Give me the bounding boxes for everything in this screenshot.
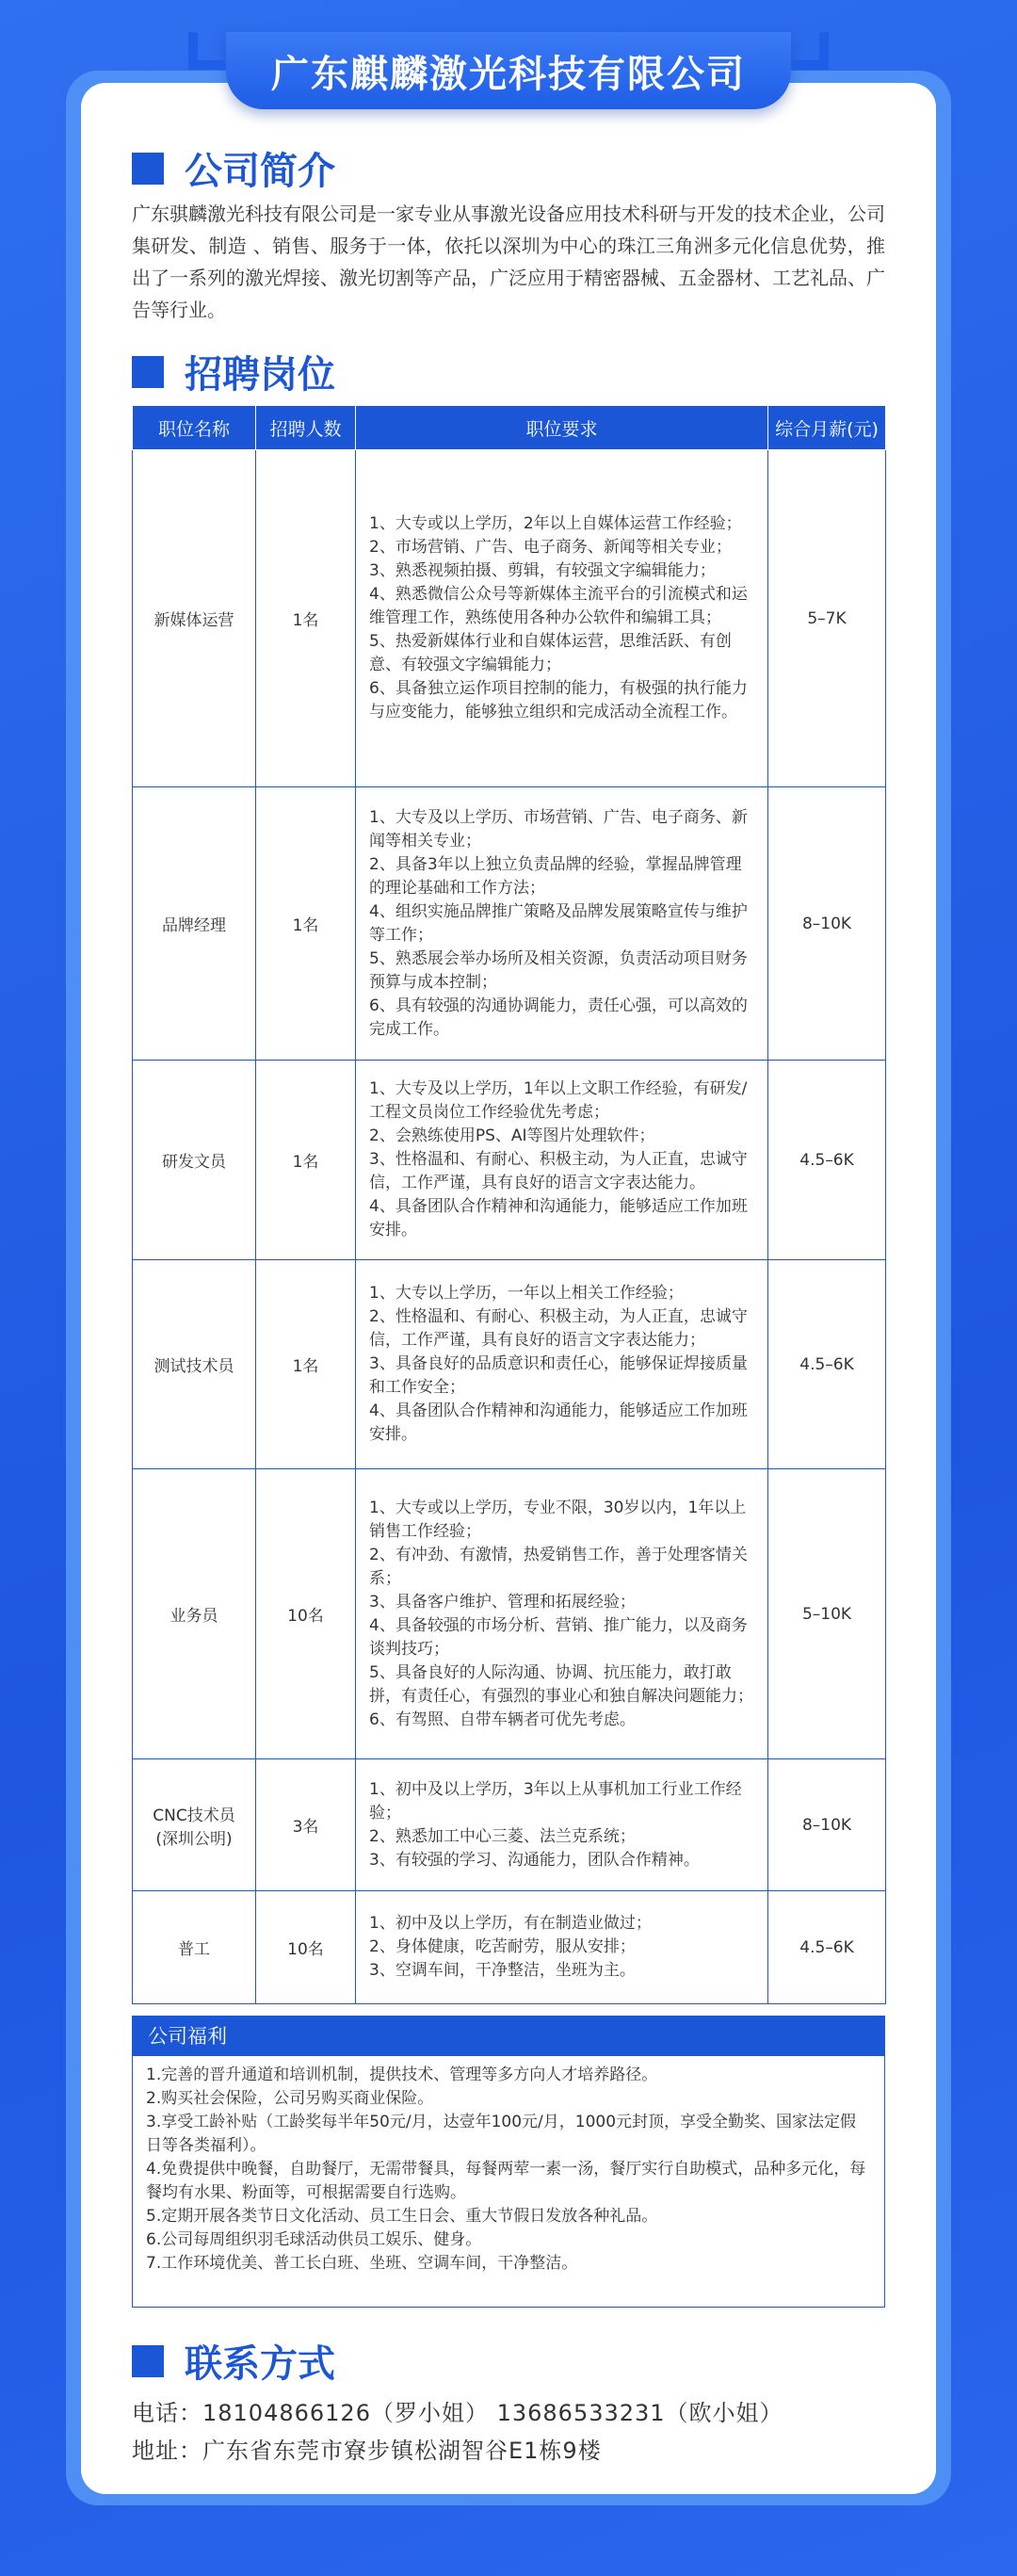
column-header: 招聘人数 (256, 406, 356, 450)
contact-heading (132, 2334, 335, 2388)
requirement-line: 2、有冲劲、有激情，热爱销售工作，善于处理客情关系； (369, 1545, 748, 1588)
job-salary: 5–10K (768, 1469, 886, 1759)
jobs-table-header (133, 406, 886, 450)
job-requirements (356, 1469, 768, 1759)
requirement-line: 1、大专及以上学历、市场营销、广告、电子商务、新闻等相关专业； (369, 807, 748, 851)
job-salary: 4.5–6K (768, 1260, 886, 1469)
jobs-heading-text: 招聘岗位 (185, 353, 335, 397)
contact-address: 地址：广东省东莞市寮步镇松湖智谷E1栋9楼 (132, 2438, 602, 2464)
job-title: 测试技术员 (133, 1260, 256, 1469)
job-requirements (356, 1260, 768, 1469)
requirement-line: 6、有驾照、自带车辆者可优先考虑。 (369, 1709, 636, 1729)
job-requirements (356, 450, 768, 787)
benefits-heading: 公司福利 (133, 2017, 884, 2056)
table-row (133, 1891, 886, 2004)
intro-heading-text: 公司简介 (185, 150, 335, 193)
table-row (133, 1469, 886, 1759)
title-banner (226, 32, 791, 109)
contact-heading-text: 联系方式 (185, 2342, 335, 2386)
requirement-line: 5、热爱新媒体行业和自媒体运营，思维活跃、有创意、有较强文字编辑能力； (369, 632, 732, 674)
requirement-line: 4、具备团队合作精神和沟通能力，能够适应工作加班安排。 (369, 1401, 748, 1444)
requirement-line: 3、熟悉视频拍摄、剪辑，有较强文字编辑能力； (369, 561, 716, 580)
benefit-item: 5.定期开展各类节日文化活动、员工生日会、重大节假日发放各种礼品。 (146, 2207, 658, 2226)
company-title: 广东麒麟激光科技有限公司 (271, 52, 746, 96)
requirement-line: 3、性格温和、有耐心、积极主动，为人正直，忠诚守信，工作严谨，具有良好的语言文字表达能力。 (369, 1150, 748, 1192)
job-count: 10名 (256, 1891, 356, 2004)
requirement-line: 2、性格温和、有耐心、积极主动，为人正直，忠诚守信，工作严谨，具有良好的语言文字表达能力； (369, 1307, 748, 1350)
requirement-line: 1、大专以上学历，一年以上相关工作经验； (369, 1284, 684, 1303)
job-count: 1名 (256, 1061, 356, 1260)
job-requirements (356, 1891, 768, 2004)
job-count: 10名 (256, 1469, 356, 1759)
table-row (133, 1061, 886, 1260)
square-marker-icon (132, 356, 164, 388)
benefit-item: 1.完善的晋升通道和培训机制，提供技术、管理等多方向人才培养路径。 (146, 2066, 658, 2084)
job-salary: 5–7K (768, 450, 886, 787)
requirement-line: 5、熟悉展会举办场所及相关资源，负责活动项目财务预算与成本控制； (369, 948, 748, 992)
job-count: 1名 (256, 1260, 356, 1469)
table-row (133, 787, 886, 1061)
column-header: 职位名称 (133, 406, 256, 450)
job-title: 研发文员 (133, 1061, 256, 1260)
benefit-item: 6.公司每周组织羽毛球活动供员工娱乐、健身。 (146, 2230, 482, 2249)
benefits-list (133, 2056, 884, 2283)
contact-phone: 电话：18104866126（罗小姐） 13686533231（欧小姐） (132, 2400, 783, 2426)
square-marker-icon (132, 2345, 164, 2377)
job-title: CNC技术员 (深圳公明) (133, 1759, 256, 1891)
benefit-item: 7.工作环境优美、普工长白班、坐班、空调车间，干净整洁。 (146, 2254, 578, 2273)
requirement-line: 3、有较强的学习、沟通能力，团队合作精神。 (369, 1850, 700, 1870)
requirement-line: 3、具备良好的品质意识和责任心，能够保证焊接质量和工作安全； (369, 1354, 748, 1397)
requirement-line: 2、身体健康，吃苦耐劳，服从安排； (369, 1937, 636, 1956)
requirement-line: 5、具备良好的人际沟通、协调、抗压能力，敢打敢拼，有责任心，有强烈的事业心和独自解决问题能力； (369, 1662, 753, 1706)
jobs-heading (132, 345, 335, 398)
job-salary: 4.5–6K (768, 1061, 886, 1260)
job-count: 1名 (256, 787, 356, 1061)
job-salary: 4.5–6K (768, 1891, 886, 2004)
column-header: 综合月薪(元) (768, 406, 886, 450)
requirement-line: 2、会熟练使用PS、AI等图片处理软件； (369, 1126, 655, 1145)
jobs-table (132, 405, 886, 2004)
job-count: 3名 (256, 1759, 356, 1891)
requirement-line: 1、初中及以上学历，3年以上从事机加工行业工作经验； (369, 1779, 742, 1823)
job-count: 1名 (256, 450, 356, 787)
requirement-line: 2、熟悉加工中心三菱、法兰克系统； (369, 1826, 636, 1846)
job-requirements (356, 787, 768, 1061)
job-salary: 8–10K (768, 787, 886, 1061)
requirement-line: 6、具备独立运作项目控制的能力，有极强的执行能力与应变能力，能够独立组织和完成活动全流程工作。 (369, 679, 748, 721)
job-salary: 8–10K (768, 1759, 886, 1891)
requirement-line: 6、具有较强的沟通协调能力，责任心强，可以高效的完成工作。 (369, 996, 748, 1039)
table-row (133, 1260, 886, 1469)
job-requirements (356, 1061, 768, 1260)
benefit-item: 4.免费提供中晚餐，自助餐厅，无需带餐具，每餐两荤一素一汤，餐厅实行自助模式，品种多元化，每餐均有水果、粉面等，可根据需要自行选购。 (146, 2160, 866, 2202)
benefits-box (132, 2016, 885, 2308)
requirement-line: 2、市场营销、广告、电子商务、新闻等相关专业； (369, 538, 732, 557)
job-title: 品牌经理 (133, 787, 256, 1061)
requirement-line: 1、初中及以上学历，有在制造业做过； (369, 1914, 652, 1933)
requirement-line: 3、空调车间，干净整洁，坐班为主。 (369, 1961, 636, 1980)
requirement-line: 4、熟悉微信公众号等新媒体主流平台的引流模式和运维管理工作，熟练使用各种办公软件和编辑工具； (369, 585, 748, 627)
table-row (133, 450, 886, 787)
requirement-line: 3、具备客户维护、管理和拓展经验； (369, 1592, 636, 1612)
intro-paragraph: 广东骐麟激光科技有限公司是一家专业从事激光设备应用技术科研与开发的技术企业，公司集研发、制造 、销售、服务于一体，依托以深圳为中心的珠江三角洲多元化信息优势，推出了一系列的激光焊接、激光切割等产品，广泛应用于精密器械、五金器材、工艺礼品、广告等行业。 (132, 203, 885, 321)
table-row (133, 1759, 886, 1891)
job-requirements (356, 1759, 768, 1891)
requirement-line: 4、具备团队合作精神和沟通能力，能够适应工作加班安排。 (369, 1197, 748, 1239)
requirement-line: 4、组织实施品牌推广策略及品牌发展策略宣传与维护等工作； (369, 901, 748, 945)
benefit-item: 3.享受工龄补贴（工龄奖每半年50元/月，达壹年100元/月，1000元封顶，享受全勤奖、国家法定假日等各类福利）。 (146, 2113, 857, 2155)
requirement-line: 4、具备较强的市场分析、营销、推广能力，以及商务谈判技巧； (369, 1615, 748, 1659)
job-title: 业务员 (133, 1469, 256, 1759)
square-marker-icon (132, 153, 164, 185)
requirement-line: 1、大专及以上学历，1年以上文职工作经验，有研发/工程文员岗位工作经验优先考虑； (369, 1079, 748, 1122)
requirement-line: 1、大专或以上学历，专业不限，30岁以内，1年以上销售工作经验； (369, 1498, 747, 1541)
requirement-line: 1、大专或以上学历，2年以上自媒体运营工作经验； (369, 514, 742, 533)
column-header: 职位要求 (356, 406, 768, 450)
benefit-item: 2.购买社会保险，公司另购买商业保险。 (146, 2089, 434, 2108)
job-title: 新媒体运营 (133, 450, 256, 787)
job-title: 普工 (133, 1891, 256, 2004)
requirement-line: 2、具备3年以上独立负责品牌的经验，掌握品牌管理的理论基础和工作方法； (369, 854, 742, 898)
intro-heading (132, 141, 335, 195)
